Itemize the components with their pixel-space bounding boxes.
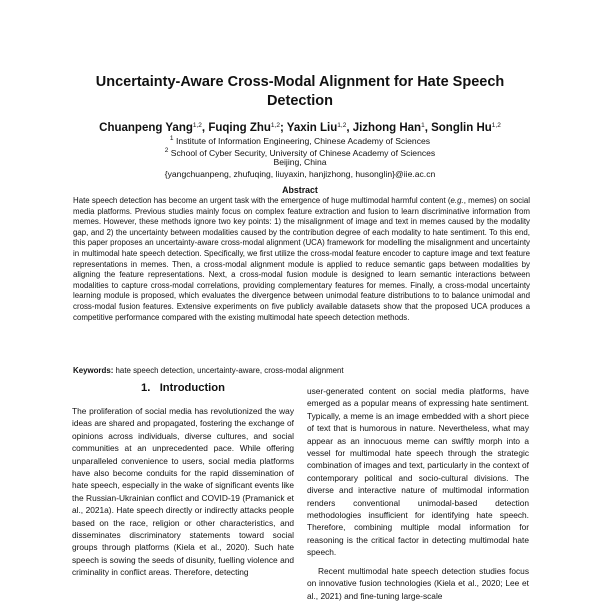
author-5: Songlin Hu$^{1,2}$ (431, 122, 501, 134)
intro-paragraph-2: user-generated content on social media platforms, have emerged as a popular means of expressing hate sentiment. Typically, a meme is an image embedded with a short piece of text that is humorous in nature. Nevertheless, what may appear as an innocuous meme can swiftly morph into a vessel for multimodal hate speech through the strategic combination of images and text, particularly in the context of contemporary political and socio-cultural divisions. The diverse and interactive nature of multimodal information renders conventional unimodal-based detection methodologies insufficient for identifying hate speech. Therefore, combining multiple modal information for reasoning is the critical factor in detecting multimodal hate speech. (307, 386, 529, 558)
author-2: Fuqing Zhu$^{1,2}$; (208, 122, 287, 134)
keywords-label: Keywords: (73, 366, 114, 375)
paper-title (40, 73, 560, 111)
abstract-body: Hate speech detection has become an urgent task with the emergence of huge multimodal harmful content (e.g., memes) on social media platforms. Previous studies mainly focus on complex feature extraction and fusion to learn discriminative information from memes. However, these methods ignore two key points: 1) the misalignment of image and text in memes caused by the modality gap, and 2) the uncertainty between modalities caused by the contribution degree of each modality to hate sentiment. To this end, this paper proposes an uncertainty-aware cross-modal alignment (UCA) framework for modelling the misalignment and uncertainty in multimodal hate speech detection. Specifically, we first utilize the cross-modal feature encoder to capture image and text feature representations in memes. Then, a cross-modal alignment module is applied to reduce semantic gaps between modalities by aligning the feature representations. Next, a cross-modal fusion module is designed to learn semantic interactions between modalities to capture cross-modal correlations, providing complementary features for memes. Finally, a cross-modal uncertainty learning module is proposed, which evaluates the divergence between unimodal feature distributions to to balance unimodal and cross-modal fusion features. Extensive experiments on five publicly available datasets show that the proposed UCA produces a competitive performance compared with the existing multimodal hate speech detection methods. (73, 196, 530, 322)
author-emails[interactable]: {yangchuanpeng, zhufuqing, liuyaxin, hanjizhong, husonglin}@iie.ac.cn (164, 169, 436, 179)
keywords-text: hate speech detection, uncertainty-aware, cross-modal alignment (115, 366, 344, 375)
right-column (307, 385, 529, 602)
keywords-line (73, 366, 530, 377)
title-line-2: Detection (266, 93, 334, 109)
section-heading-introduction: 1. Introduction (141, 382, 225, 394)
abstract-heading: Abstract (282, 185, 318, 195)
title-line-1: Uncertainty-Aware Cross-Modal Alignment for Hate Speech (95, 74, 505, 90)
affiliation-city: Beijing, China (273, 157, 327, 167)
affiliation-2: $^2$ School of Cyber Security, University of Chinese Academy of Sciences (164, 147, 436, 158)
left-column (72, 405, 294, 579)
affiliation-1: $^1$ Institute of Information Engineering, Chinese Academy of Sciences (169, 135, 431, 146)
intro-paragraph-1: The proliferation of social media has revolutionized the way ideas are shared and propagated, fostering the exchange of opinions across individuals, diverse cultures, and social communities at an unprecedented pace. While offering unparalleled convenience to users, social media platforms have also become conduits for the rapid dissemination of hate speech, especially in the wake of significant events like the Russian-Ukrainian conflict and COVID-19 (Pramanick et al., 2021a). Hate speech directly or indirectly attacks people based on the race, religion or other characteristics, and disseminates discriminatory statements toward social groups through platforms (Kiela et al., 2020). Such hate speech is sowing the seeds of disunity, fuelling violence and criminality in conflict areas. Therefore, detecting (72, 406, 294, 578)
author-4: Jizhong Han$^1$, (352, 122, 432, 134)
intro-paragraph-3: Recent multimodal hate speech detection studies focus on innovative fusion technologies (Kiela et al., 2020; Lee et al., 2021) and fine-tuning large-scale (307, 565, 529, 601)
abstract-eg: e.g. (450, 196, 464, 205)
author-3: Yaxin Liu$^{1,2}$, (286, 122, 353, 134)
author-1: Chuanpeng Yang$^{1,2}$, (99, 122, 209, 134)
